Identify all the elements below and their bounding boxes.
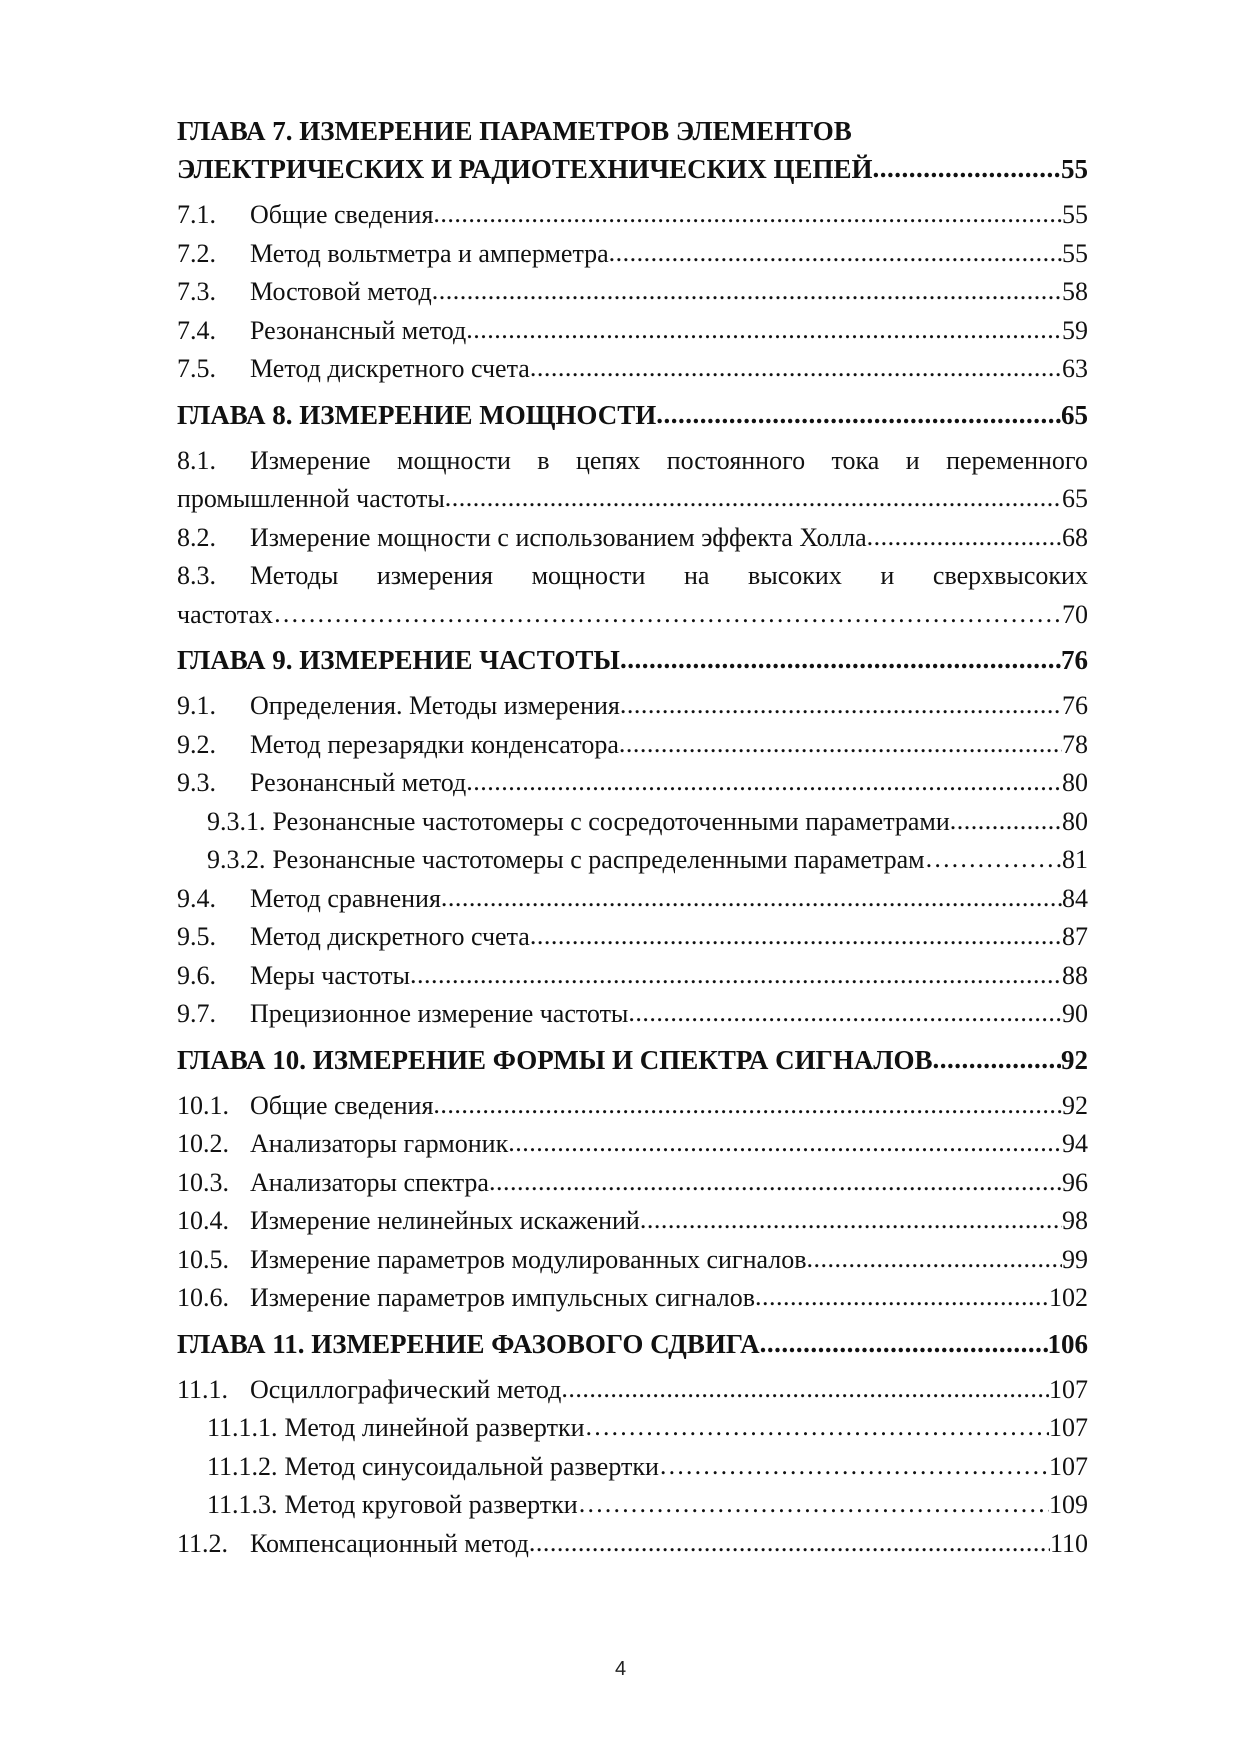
entry-number: 7.5. — [177, 354, 216, 383]
entry-number: 11.2. — [177, 1528, 229, 1558]
entry-title: Общие сведения — [250, 1090, 434, 1120]
entry-title: Анализаторы спектра — [250, 1167, 489, 1197]
entry-word: цепях — [575, 445, 641, 475]
entry-title: Измерение мощности с использованием эффекта Холла — [250, 522, 867, 552]
entry-word: сверхвысоких — [932, 561, 1088, 590]
entry-number: 10.3. — [177, 1167, 229, 1197]
entry-word: переменного — [946, 445, 1088, 475]
entry-title: Измерение параметров импульсных сигналов — [250, 1283, 755, 1312]
entry-word: мощности — [531, 561, 646, 590]
entry-title: Общие сведения — [250, 200, 434, 229]
entry-number: 10.1. — [177, 1090, 229, 1120]
chapter-7-page: 55 — [1061, 154, 1088, 184]
entry-page: 107 — [1049, 1413, 1088, 1442]
entry-page: 107 — [1049, 1451, 1088, 1481]
toc-entry[interactable] — [177, 726, 1088, 765]
entry-page: 96 — [1062, 1167, 1088, 1197]
entry-page: 107 — [1049, 1374, 1088, 1404]
toc-subentry[interactable] — [177, 1448, 1088, 1487]
entry-page: 80 — [1062, 768, 1088, 797]
entry-title: Метод дискретного счета — [250, 922, 530, 951]
entry-title: Анализаторы гармоник — [250, 1129, 509, 1158]
entry-title: Резонансный метод — [250, 768, 467, 797]
toc-entry[interactable] — [177, 312, 1088, 351]
toc-entry[interactable] — [177, 1202, 1088, 1241]
toc-entry[interactable] — [177, 880, 1088, 919]
entry-page: 70 — [1062, 599, 1088, 629]
entry-page: 92 — [1062, 1090, 1088, 1120]
entry-page: 110 — [1049, 1528, 1088, 1558]
entry-page: 55 — [1062, 200, 1088, 229]
entry-page: 109 — [1049, 1490, 1088, 1519]
chapter-9-title: ГЛАВА 9. ИЗМЕРЕНИЕ ЧАСТОТЫ — [177, 645, 620, 675]
entry-title: Метод дискретного счета — [250, 354, 530, 383]
entry-page: 58 — [1062, 277, 1088, 306]
entry-word: в — [537, 445, 550, 475]
entry-title: Метод сравнения — [250, 883, 441, 913]
entry-number: 9.3.1. — [207, 806, 266, 836]
entry-number: 10.2. — [177, 1129, 229, 1158]
chapter-7-title-line1: ГЛАВА 7. ИЗМЕРЕНИЕ ПАРАМЕТРОВ ЭЛЕМЕНТОВ — [177, 116, 852, 146]
entry-word: Измерение — [250, 445, 371, 475]
toc-entry[interactable] — [177, 273, 1088, 312]
entry-word: и — [905, 445, 920, 475]
entry-title-continued: частотах — [177, 599, 274, 629]
toc-entry[interactable] — [177, 1525, 1088, 1564]
entry-page: 81 — [1062, 845, 1088, 874]
entry-number: 7.4. — [177, 315, 216, 345]
entry-number: 9.3. — [177, 768, 216, 797]
chapter-11-title: ГЛАВА 11. ИЗМЕРЕНИЕ ФАЗОВОГО СДВИГА — [177, 1328, 760, 1359]
chapter-8-page: 65 — [1061, 399, 1088, 430]
chapter-9-heading[interactable] — [177, 641, 1088, 679]
entry-page: 87 — [1062, 922, 1088, 951]
chapter-7-title-line2: ЭЛЕКТРИЧЕСКИХ И РАДИОТЕХНИЧЕСКИХ ЦЕПЕЙ — [177, 154, 873, 184]
entry-number: 9.4. — [177, 883, 216, 913]
entry-title: Резонансные частотомеры с сосредоточенными параметрами — [272, 806, 950, 836]
entry-page: 88 — [1062, 960, 1088, 990]
entry-title: Компенсационный метод — [250, 1528, 529, 1558]
chapter-11-page: 106 — [1047, 1328, 1088, 1359]
toc-subentry[interactable] — [177, 1486, 1088, 1525]
entry-page: 80 — [1062, 806, 1088, 836]
toc-entry[interactable] — [177, 1164, 1088, 1203]
entry-title: Мостовой метод — [250, 277, 432, 306]
entry-title: Метод синусоидальной развертки — [284, 1451, 659, 1481]
entry-page: 76 — [1062, 691, 1088, 720]
entry-word: измерения — [376, 561, 493, 590]
toc-entry[interactable] — [177, 957, 1088, 996]
chapter-7-entries — [177, 196, 1088, 389]
entry-title: Прецизионное измерение частоты — [250, 999, 629, 1028]
entry-title: Метод вольтметра и амперметра — [250, 238, 609, 268]
table-of-contents — [177, 112, 1088, 1567]
entry-number: 9.6. — [177, 960, 216, 990]
entry-title: Осциллографический метод — [250, 1374, 562, 1404]
entry-title: Метод круговой развертки — [284, 1490, 578, 1519]
entry-title: Измерение нелинейных искажений — [250, 1206, 640, 1235]
entry-number: 11.1.2. — [207, 1451, 278, 1481]
toc-subentry[interactable] — [177, 841, 1088, 880]
entry-word: и — [880, 561, 895, 590]
toc-entry[interactable] — [177, 687, 1088, 726]
chapter-10-heading[interactable] — [177, 1041, 1088, 1079]
entry-number: 11.1. — [177, 1374, 229, 1404]
toc-entry[interactable] — [177, 918, 1088, 957]
entry-number: 7.3. — [177, 277, 216, 306]
chapter-10-entries — [177, 1087, 1088, 1318]
entry-number: 8.3. — [177, 561, 216, 590]
chapter-10-page: 92 — [1061, 1044, 1088, 1075]
entry-number: 8.1. — [177, 445, 216, 475]
chapter-7-heading — [177, 112, 1088, 188]
chapter-9-page: 76 — [1061, 645, 1088, 675]
entry-number: 10.5. — [177, 1244, 229, 1274]
entry-number: 11.1.3. — [207, 1490, 278, 1519]
entry-word: на — [683, 561, 710, 590]
entry-title-continued: промышленной частоты — [177, 484, 445, 513]
page-number: 4 — [614, 1658, 627, 1680]
entry-title: Метод линейной развертки — [284, 1413, 585, 1442]
entry-number: 11.1.1. — [207, 1413, 278, 1442]
toc-entry[interactable] — [177, 995, 1088, 1034]
chapter-11-entries — [177, 1371, 1088, 1564]
entry-title: Резонансные частотомеры с распределенными параметрам — [272, 845, 925, 874]
toc-entry[interactable] — [177, 1279, 1088, 1318]
entry-page: 65 — [1062, 484, 1088, 513]
entry-page: 63 — [1062, 354, 1088, 383]
entry-page: 59 — [1062, 315, 1088, 345]
entry-word: высоких — [748, 561, 842, 590]
entry-word: постоянного — [666, 445, 806, 475]
entry-title: Меры частоты — [250, 960, 410, 990]
entry-title: Определения. Методы измерения — [250, 691, 620, 720]
chapter-8-entries — [177, 442, 1088, 635]
entry-page: 68 — [1062, 522, 1088, 552]
toc-subentry[interactable] — [177, 1409, 1088, 1448]
toc-entry[interactable] — [177, 764, 1088, 803]
toc-entry[interactable] — [177, 1241, 1088, 1280]
toc-entry[interactable] — [177, 350, 1088, 389]
chapter-9-entries — [177, 687, 1088, 1034]
entry-page: 98 — [1062, 1206, 1088, 1235]
toc-entry[interactable] — [177, 519, 1088, 558]
toc-entry[interactable] — [177, 1371, 1088, 1410]
entry-page: 94 — [1062, 1129, 1088, 1158]
entry-number: 10.4. — [177, 1206, 229, 1235]
entry-number: 9.2. — [177, 729, 216, 759]
toc-entry[interactable] — [177, 1087, 1088, 1126]
entry-page: 99 — [1062, 1244, 1088, 1274]
entry-number: 10.6. — [177, 1283, 229, 1312]
chapter-11-heading[interactable] — [177, 1325, 1088, 1363]
entry-page: 55 — [1062, 238, 1088, 268]
entry-title: Метод перезарядки конденсатора — [250, 729, 619, 759]
entry-title: Резонансный метод — [250, 315, 467, 345]
entry-page: 90 — [1062, 999, 1088, 1028]
chapter-10-title: ГЛАВА 10. ИЗМЕРЕНИЕ ФОРМЫ И СПЕКТРА СИГНАЛОВ — [177, 1044, 933, 1075]
toc-subentry[interactable] — [177, 803, 1088, 842]
entry-page: 84 — [1062, 883, 1088, 913]
entry-page: 78 — [1062, 729, 1088, 759]
entry-number: 9.5. — [177, 922, 216, 951]
toc-entry[interactable] — [177, 235, 1088, 274]
entry-page: 102 — [1049, 1283, 1088, 1312]
entry-number: 8.2. — [177, 522, 216, 552]
entry-number: 7.2. — [177, 238, 216, 268]
toc-entry[interactable] — [177, 196, 1088, 235]
toc-entry[interactable] — [177, 557, 1088, 634]
entry-number: 9.3.2. — [207, 845, 266, 874]
entry-number: 9.7. — [177, 999, 216, 1028]
entry-word: мощности — [397, 445, 511, 475]
entry-number: 9.1. — [177, 691, 216, 720]
entry-title: Измерение параметров модулированных сигналов — [250, 1244, 807, 1274]
entry-number: 7.1. — [177, 200, 216, 229]
toc-entry[interactable] — [177, 442, 1088, 519]
entry-word: Методы — [250, 561, 339, 590]
chapter-8-title: ГЛАВА 8. ИЗМЕРЕНИЕ МОЩНОСТИ — [177, 399, 657, 430]
toc-entry[interactable] — [177, 1125, 1088, 1164]
entry-word: тока — [831, 445, 880, 475]
chapter-8-heading[interactable] — [177, 396, 1088, 434]
